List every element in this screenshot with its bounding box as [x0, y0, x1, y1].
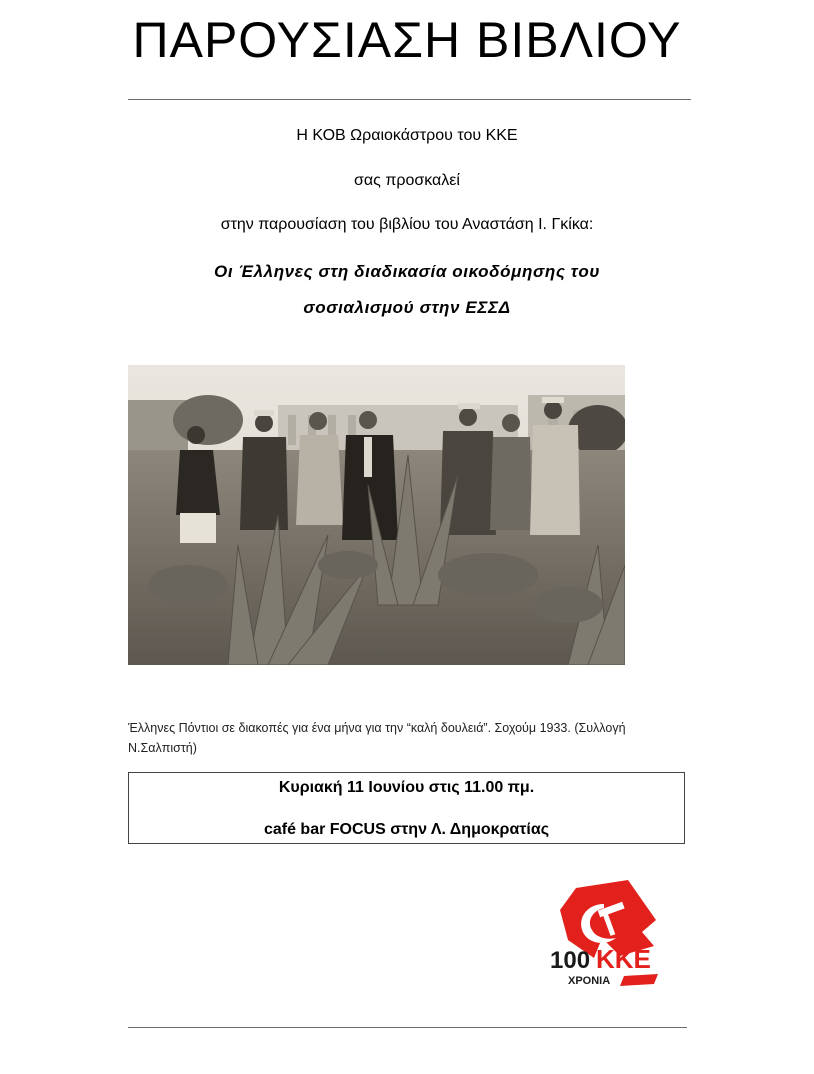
event-date: Κυριακή 11 Ιουνίου στις 11.00 πμ.	[278, 779, 535, 796]
event-venue: café bar FOCUS στην Λ. Δημοκρατίας	[263, 821, 550, 838]
historical-photo	[128, 365, 625, 665]
logo-party: ΚΚΕ	[596, 944, 651, 974]
logo-number: 100	[550, 947, 591, 974]
invite-line: σας προσκαλεί	[354, 172, 460, 189]
organizer-line: Η ΚΟΒ Ωραιοκάστρου του ΚΚΕ	[296, 127, 518, 144]
top-divider	[128, 99, 691, 100]
book-title-line-1: Οι Έλληνες στη διαδικασία οικοδόμησης του	[214, 262, 600, 281]
logo-years: ΧΡΟΝΙΑ	[568, 975, 611, 987]
book-title-line-2: σοσιαλισμού στην ΕΣΣΔ	[303, 298, 511, 317]
bottom-divider	[128, 1027, 687, 1028]
photo-caption: Έλληνες Πόντιοι σε διακοπές για ένα μήνα για την “καλή δουλειά”. Σοχούμ 1933. (Συλλογή Ν.Σαλπιστή)	[128, 721, 626, 755]
kke-100-years-logo	[546, 880, 666, 990]
presentation-line: στην παρουσίαση του βιβλίου του Αναστάση Ι. Γκίκα:	[220, 216, 594, 233]
event-details-box	[128, 772, 685, 844]
page-title: ΠΑΡΟΥΣΙΑΣΗ ΒΙΒΛΙΟΥ	[132, 12, 682, 68]
